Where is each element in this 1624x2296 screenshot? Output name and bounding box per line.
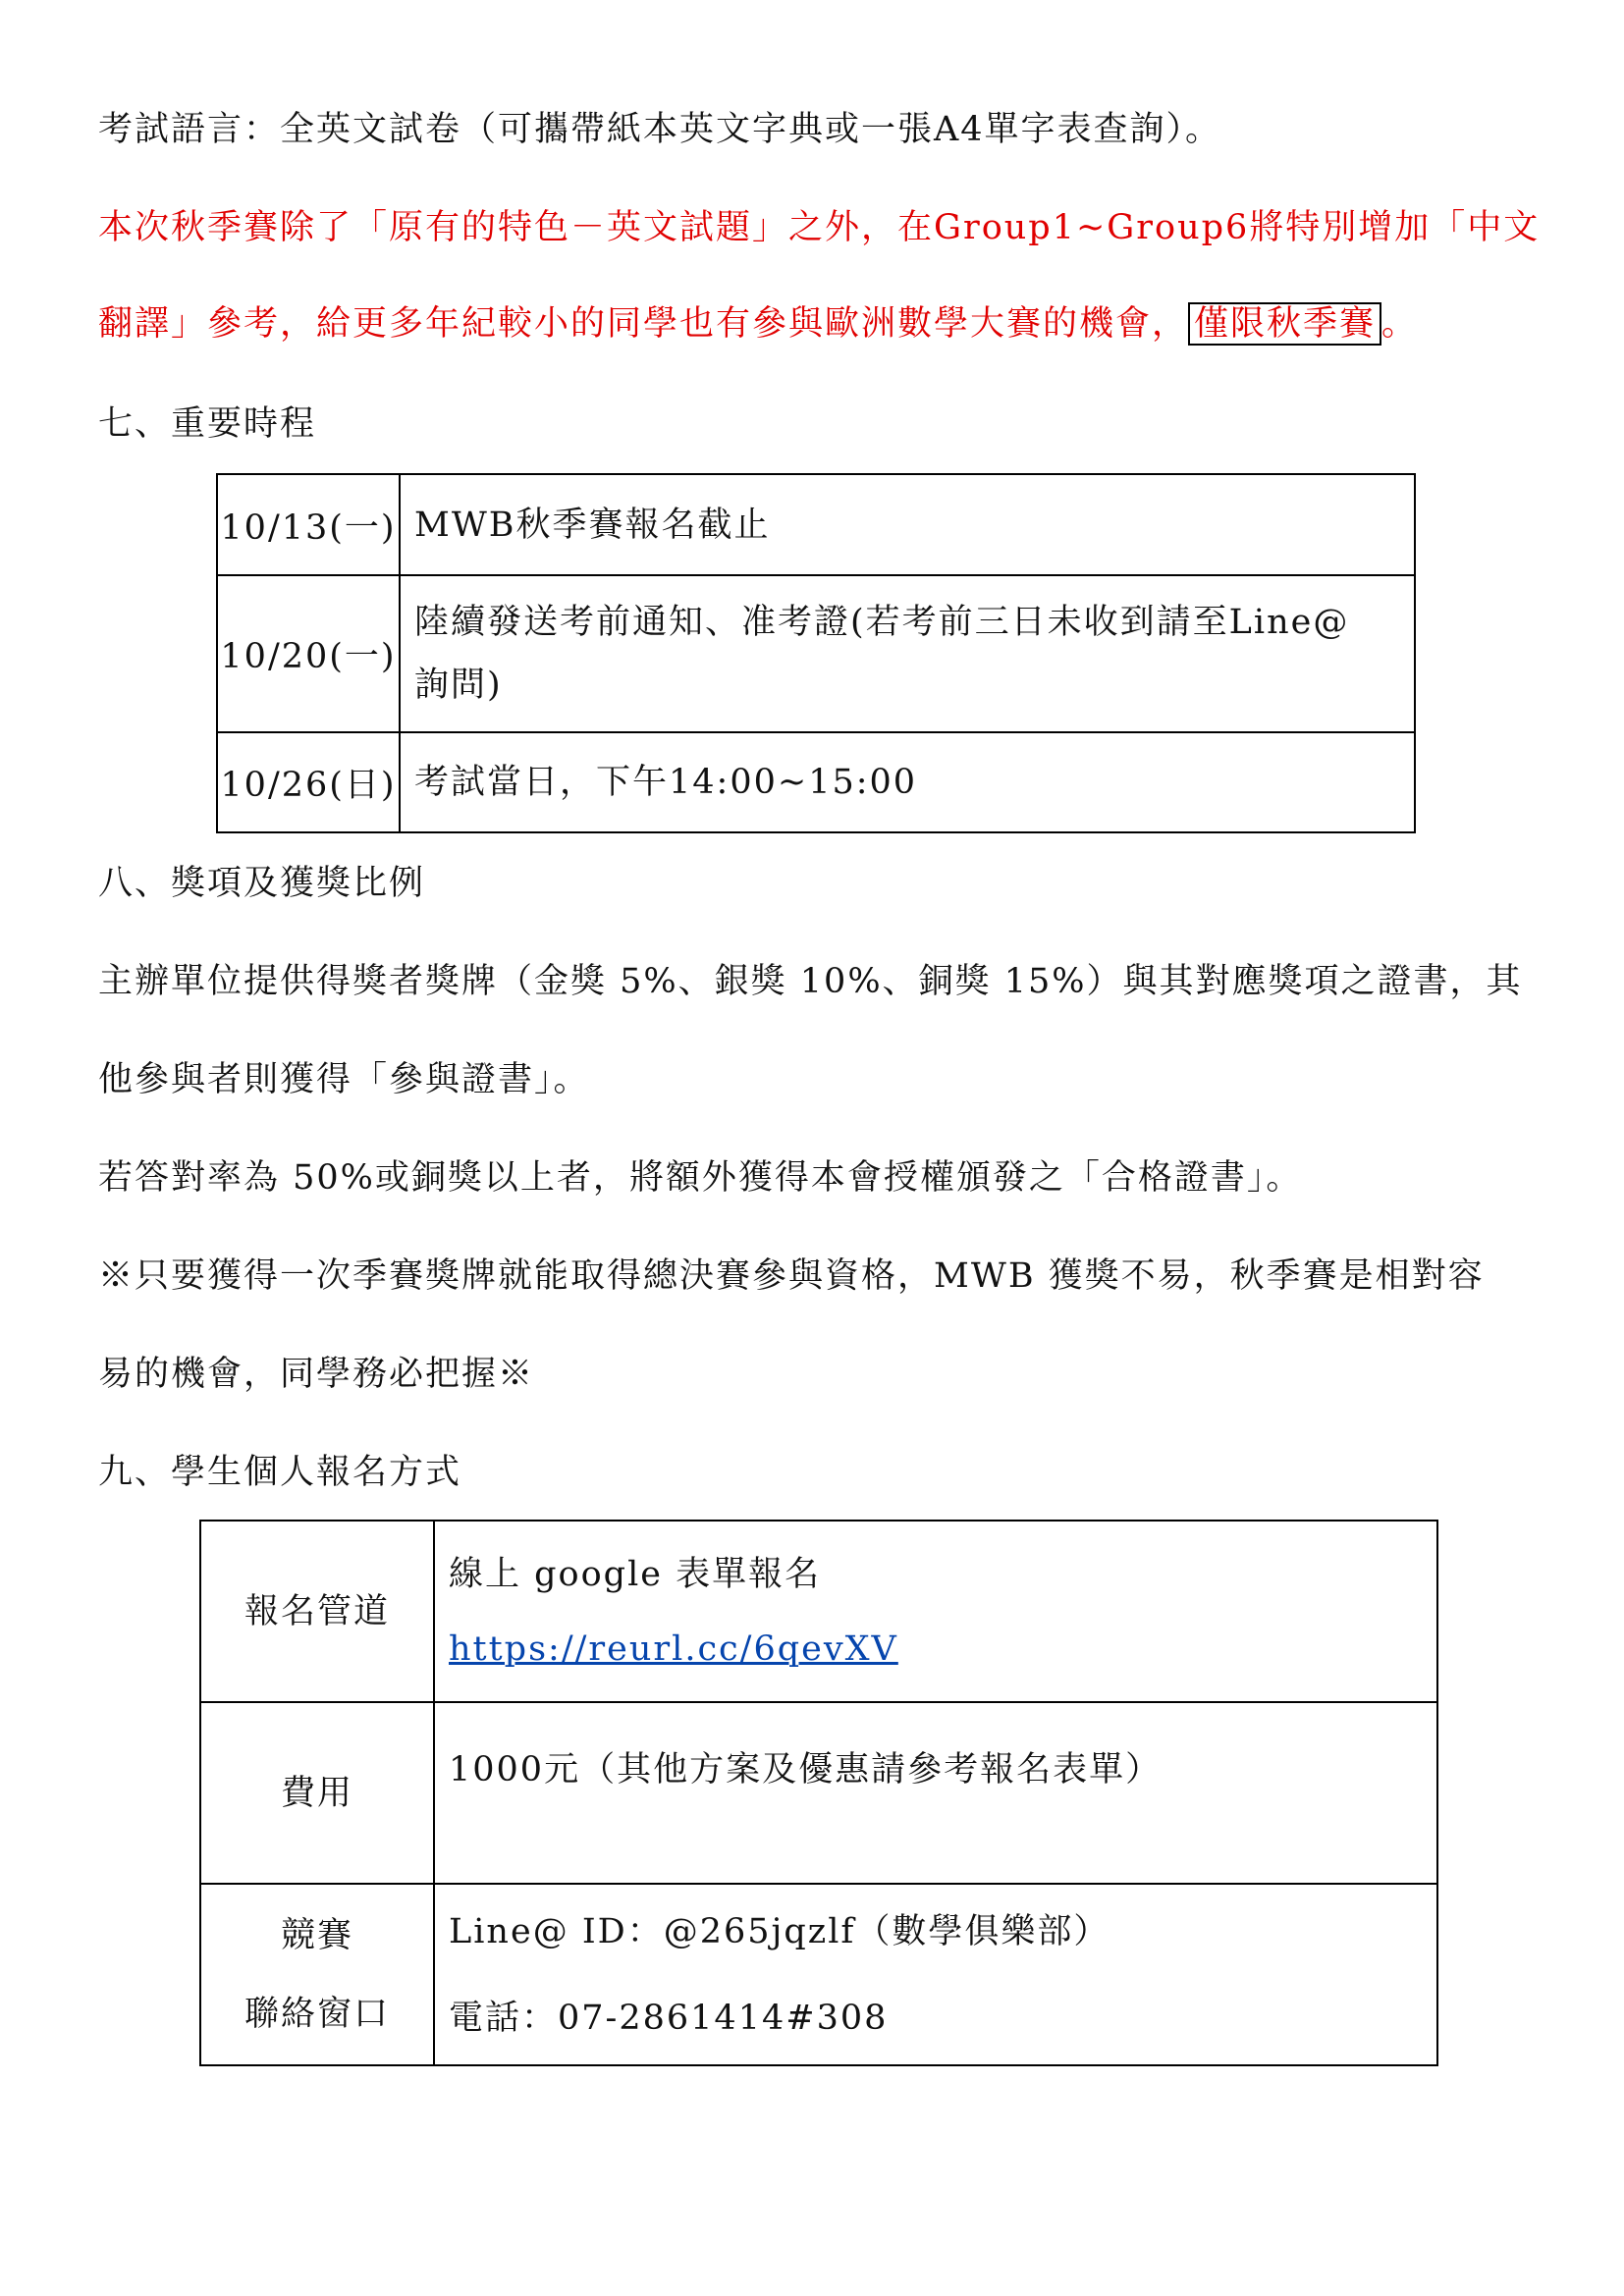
- schedule-description: 考試當日，下午14:00~15:00: [400, 732, 1415, 832]
- registration-table: [199, 1520, 1438, 2066]
- registration-form-link[interactable]: https://reurl.cc/6qevXV: [449, 1629, 898, 1669]
- schedule-date: 10/20(一): [217, 575, 400, 732]
- autumn-note-line-2: [98, 300, 1565, 347]
- registration-channel-label: 報名管道: [200, 1521, 434, 1702]
- contact-line-id: Line@ ID：@265jqzlf（數學俱樂部）: [449, 1911, 1110, 1951]
- schedule-description-line-2: 詢問): [414, 666, 503, 705]
- awards-paragraph-line-2: 他參與者則獲得「參與證書」。: [98, 1060, 590, 1099]
- awards-paragraph-line-1: 主辦單位提供得獎者獎牌（金獎 5%、銀獎 10%、銅獎 15%）與其對應獎項之證書，其: [98, 962, 1523, 1001]
- fee-value: 1000元（其他方案及優惠請參考報名表單）: [434, 1702, 1437, 1884]
- registration-channel-value: [434, 1521, 1437, 1702]
- schedule-description-line-1: 陸續發送考前通知、准考證(若考前三日未收到請至Line@: [414, 603, 1350, 642]
- schedule-date: 10/13(一): [217, 474, 400, 575]
- section-8-heading: 八、獎項及獲獎比例: [98, 864, 426, 903]
- table-row: [217, 575, 1415, 732]
- section-7-heading: 七、重要時程: [98, 404, 317, 444]
- finals-note-line-2: 易的機會，同學務必把握※: [98, 1355, 535, 1394]
- autumn-note-line-2-text: 翻譯」參考，給更多年紀較小的同學也有參與歐洲數學大賽的機會，: [98, 304, 1189, 344]
- contact-label-line-1: 競賽: [280, 1915, 353, 1955]
- schedule-description: MWB秋季賽報名截止: [400, 474, 1415, 575]
- table-row: [200, 1521, 1437, 1702]
- schedule-date: 10/26(日): [217, 732, 400, 832]
- fee-label: 費用: [200, 1702, 434, 1884]
- section-9-heading: 九、學生個人報名方式: [98, 1453, 462, 1492]
- exam-language-paragraph: 考試語言：全英文試卷（可攜帶紙本英文字典或一張A4單字表查詢）。: [98, 110, 1222, 149]
- contact-label-line-2: 聯絡窗口: [244, 1994, 390, 2034]
- table-row: [200, 1702, 1437, 1884]
- schedule-description: [400, 575, 1415, 732]
- autumn-note-line-1: 本次秋季賽除了「原有的特色－英文試題」之外，在Group1~Group6將特別增加「中文: [98, 208, 1541, 247]
- autumn-note-line-2-end: 。: [1381, 304, 1419, 344]
- table-row: [200, 1884, 1437, 2065]
- qualification-paragraph: 若答對率為 50%或銅獎以上者，將額外獲得本會授權頒發之「合格證書」。: [98, 1158, 1303, 1198]
- contact-phone: 電話：07-2861414#308: [449, 1998, 889, 2038]
- finals-note-line-1: ※只要獲得一次季賽獎牌就能取得總決賽參與資格，MWB 獲獎不易，秋季賽是相對容: [98, 1256, 1485, 1296]
- autumn-only-boxed-label: 僅限秋季賽: [1188, 302, 1381, 346]
- table-row: [217, 732, 1415, 832]
- schedule-table: [216, 473, 1416, 833]
- contact-label: [200, 1884, 434, 2065]
- contact-value: [434, 1884, 1437, 2065]
- registration-channel-text: 線上 google 表單報名: [449, 1554, 822, 1594]
- table-row: [217, 474, 1415, 575]
